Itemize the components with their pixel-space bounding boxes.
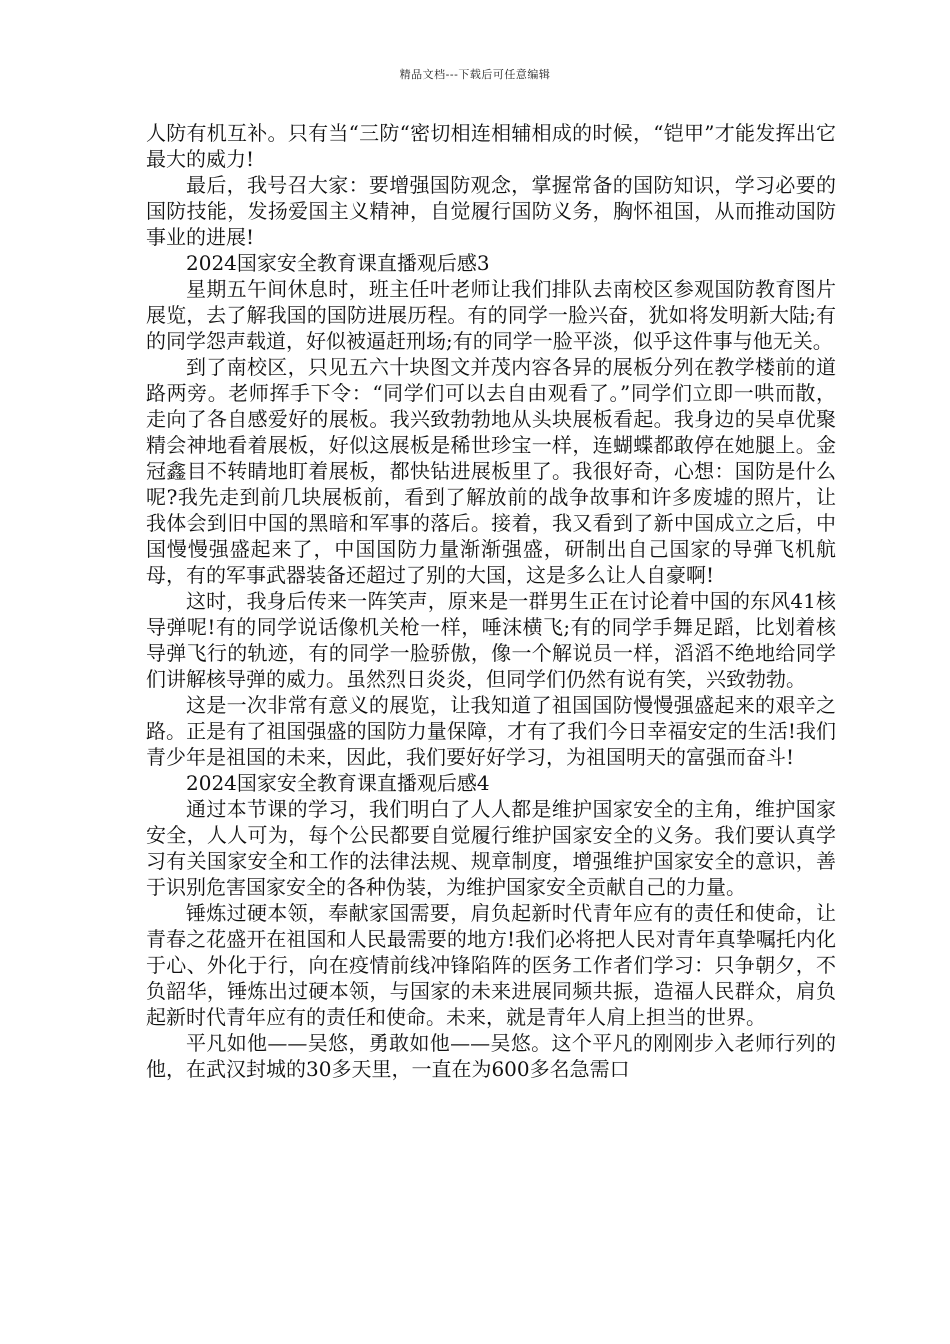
section-heading: 2024国家安全教育课直播观后感3 (186, 251, 490, 275)
document-body (146, 120, 836, 1082)
paragraph: 到了南校区，只见五六十块图文并茂内容各异的展板分列在教学楼前的道路两旁。老师挥手下令：“同学们可以去自由观看了。”同学们立即一哄而散，走向了各自感爱好的展板。我兴致勃勃地从头块展板看起。我身边的吴卓优聚精会神地看着展板，好似这展板是稀世珍宝一样，连蝴蝶都敢停在她腿上。金冠鑫目不转睛地盯着展板，都快钻进展板里了。我很好奇，心想：国防是什么呢?我先走到前几块展板前，看到了解放前的战争故事和许多废墟的照片，让我体会到旧中国的黑暗和军事的落后。接着，我又看到了新中国成立之后，中国慢慢强盛起来了，中国国防力量渐渐强盛，研制出自己国家的导弹飞机航母，有的军事武器装备还超过了别的大国，这是多么让人自豪啊! (146, 355, 836, 587)
section-heading: 2024国家安全教育课直播观后感4 (186, 771, 490, 795)
paragraph: 这是一次非常有意义的展览，让我知道了祖国国防慢慢强盛起来的艰辛之路。正是有了祖国强盛的国防力量保障，才有了我们今日幸福安定的生活!我们青少年是祖国的未来，因此，我们要好好学习，为祖国明天的富强而奋斗! (146, 693, 836, 769)
paragraph: 最后，我号召大家：要增强国防观念，掌握常备的国防知识，学习必要的国防技能，发扬爱国主义精神，自觉履行国防义务，胸怀祖国，从而推动国防事业的进展! (146, 173, 836, 249)
paragraph: 平凡如他——吴悠，勇敢如他——吴悠。这个平凡的刚刚步入老师行列的他，在武汉封城的30多天里，一直在为600多名急需口 (146, 1031, 836, 1081)
paragraph: 这时，我身后传来一阵笑声，原来是一群男生正在讨论着中国的东风41核导弹呢!有的同学说话像机关枪一样，唾沫横飞;有的同学手舞足蹈，比划着核导弹飞行的轨迹，有的同学一脸骄傲，像一个解说员一样，滔滔不绝地给同学们讲解核导弹的威力。虽然烈日炎炎，但同学们仍然有说有笑，兴致勃勃。 (146, 589, 836, 691)
paragraph: 星期五午间休息时，班主任叶老师让我们排队去南校区参观国防教育图片展览，去了解我国的国防进展历程。有的同学一脸兴奋，犹如将发明新大陆;有的同学怨声载道，好似被逼赶刑场;有的同学一脸平淡，似乎这件事与他无关。 (146, 277, 836, 353)
page-header: 精品文档---下载后可任意编辑 (399, 68, 551, 81)
paragraph: 通过本节课的学习，我们明白了人人都是维护国家安全的主角，维护国家安全，人人可为，每个公民都要自觉履行维护国家安全的义务。我们要认真学习有关国家安全和工作的法律法规、规章制度，增强维护国家安全的意识，善于识别危害国家安全的各种伪装，为维护国家安全贡献自己的力量。 (146, 797, 836, 899)
paragraph: 人防有机互补。只有当“三防“密切相连相辅相成的时候，“铠甲”才能发挥出它最大的威力! (146, 121, 836, 171)
paragraph: 锤炼过硬本领，奉献家国需要，肩负起新时代青年应有的责任和使命，让青春之花盛开在祖国和人民最需要的地方!我们必将把人民对青年真挚嘱托内化于心、外化于行，向在疫情前线冲锋陷阵的医务工作者们学习：只争朝夕，不负韶华，锤炼出过硬本领，与国家的未来进展同频共振，造福人民群众，肩负起新时代青年应有的责任和使命。未来，就是青年人肩上担当的世界。 (146, 901, 836, 1029)
